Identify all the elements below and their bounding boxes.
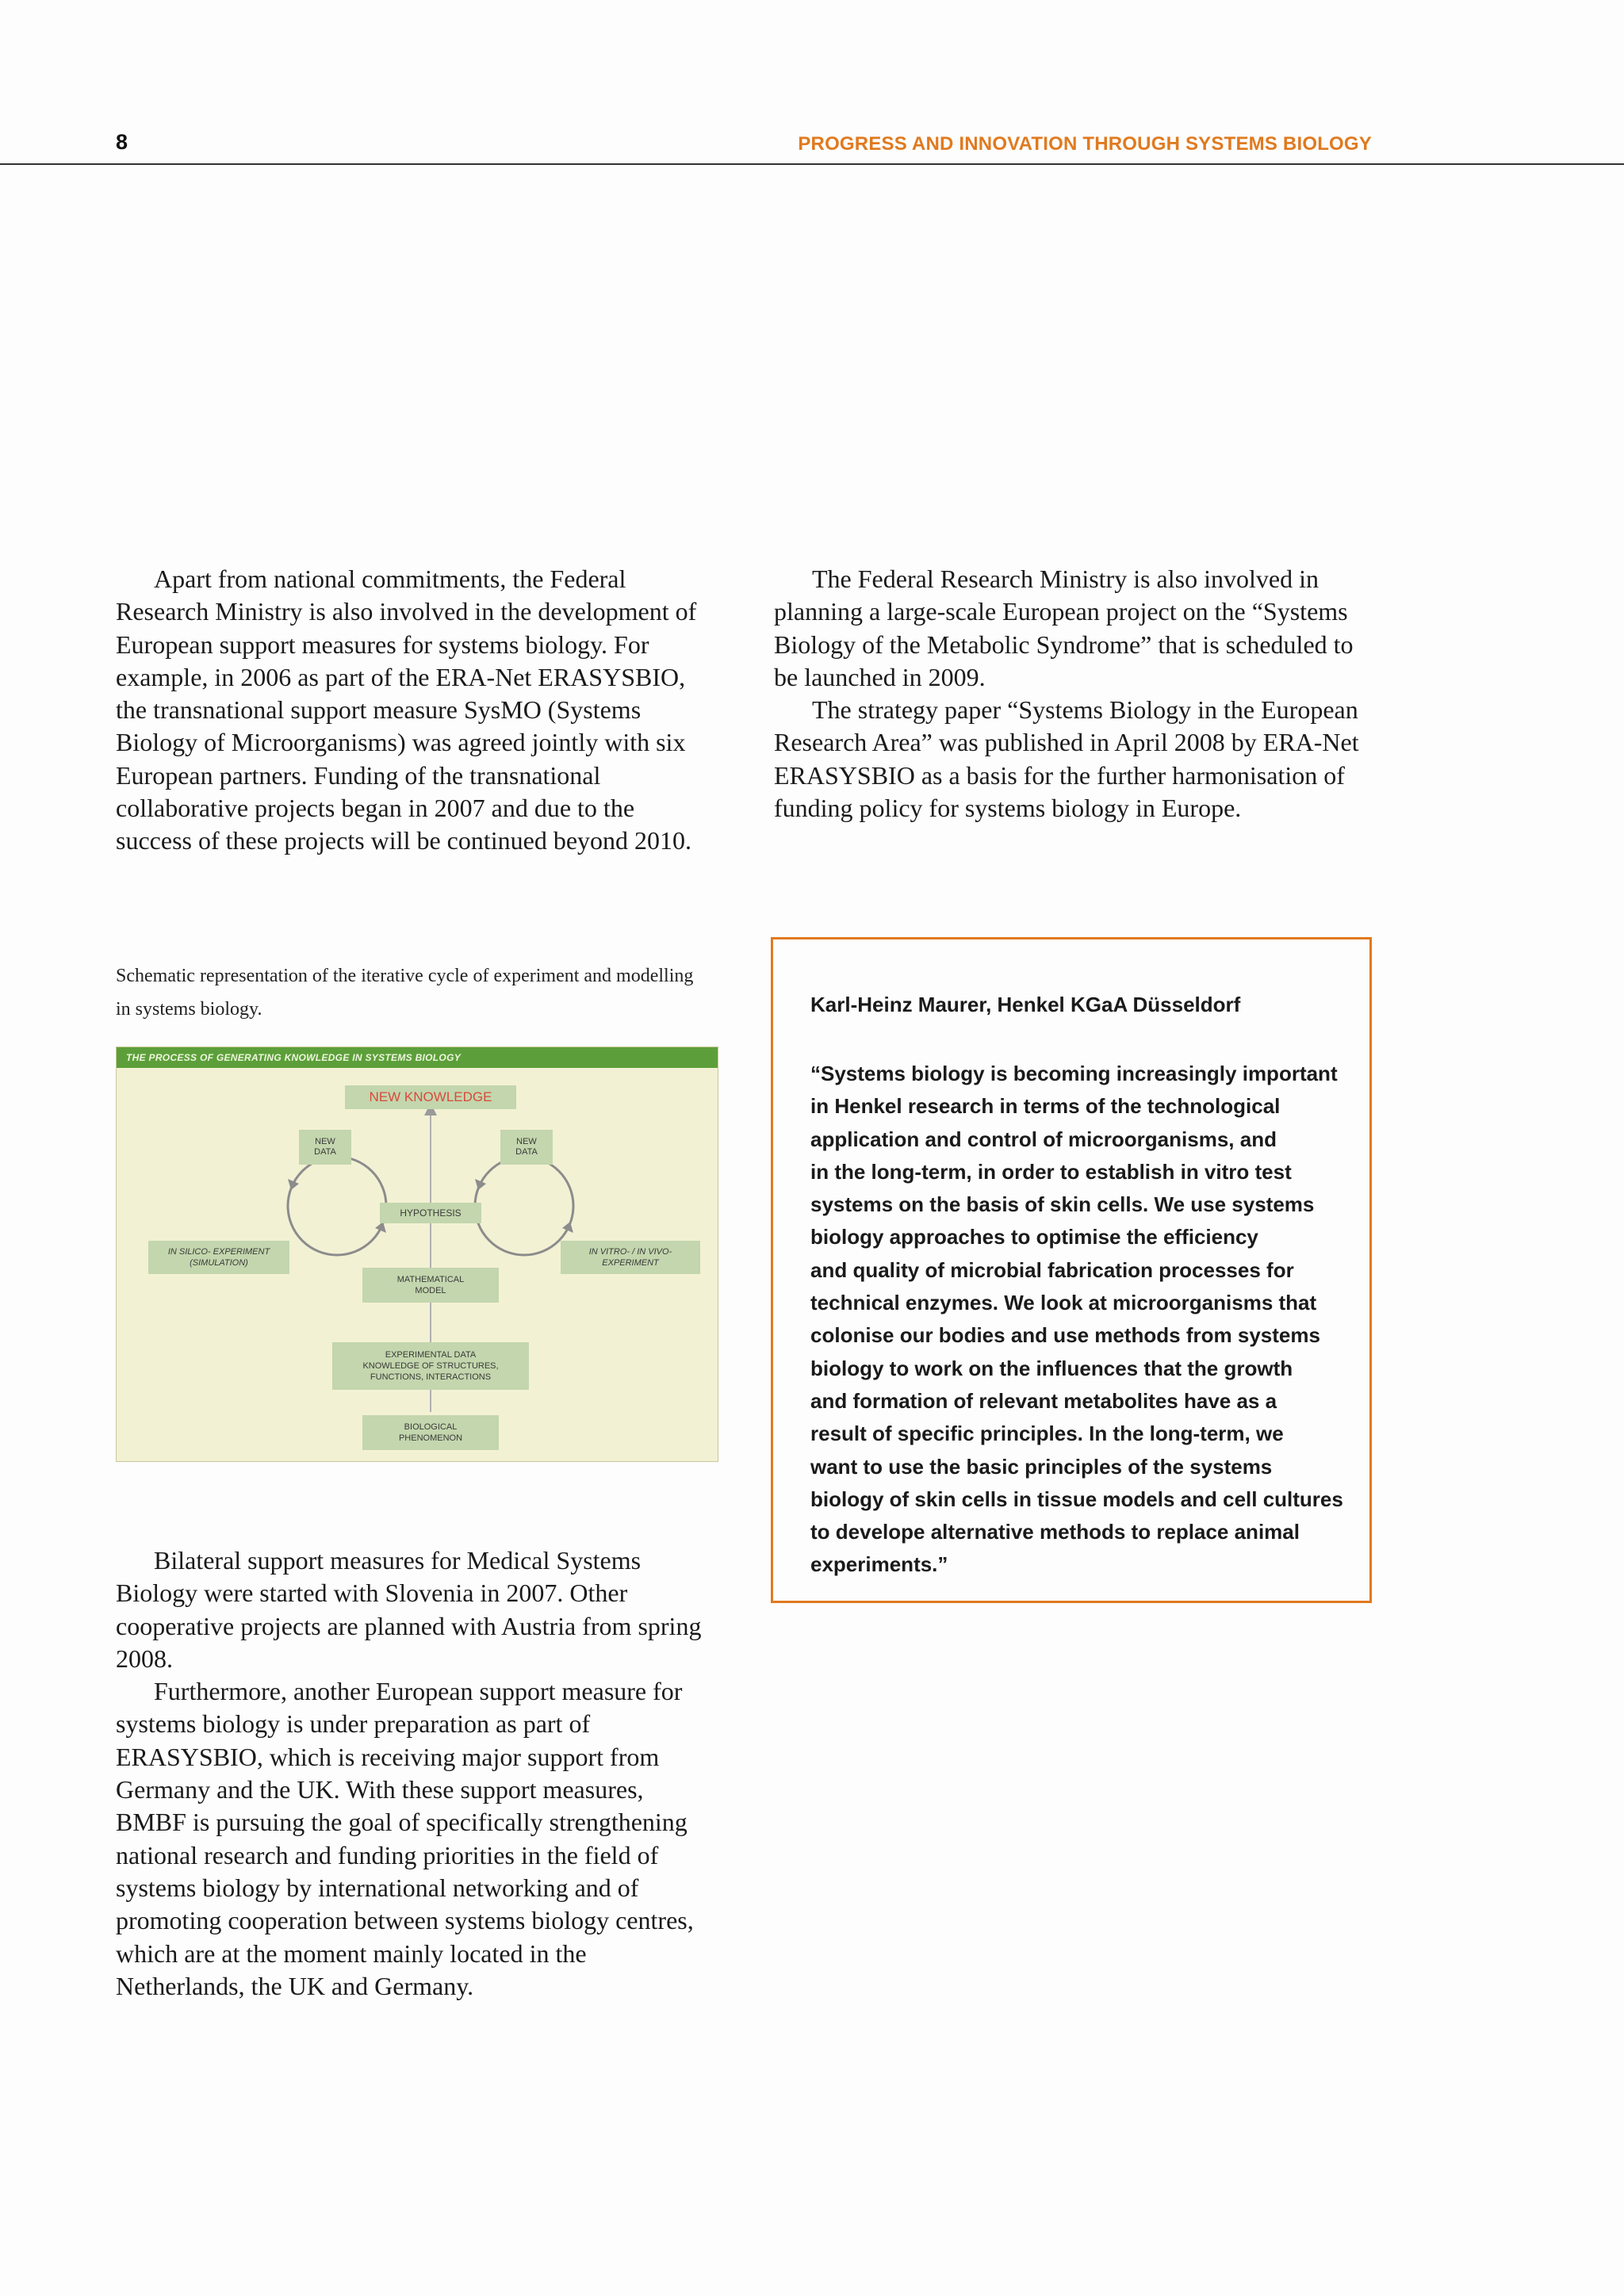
box-new-data-right: NEW DATA: [500, 1130, 553, 1165]
diagram-title: THE PROCESS OF GENERATING KNOWLEDGE IN SYSTEMS BIOLOGY: [117, 1047, 718, 1068]
quote-text: “Systems biology is becoming increasingly important in Henkel research in terms of the technological application and control of microorganisms, and in the long-term, in order to establish in vitro test systems on the basis of skin cells. We use systems biology approaches to optimise the efficiency and quality of microbial fabrication processes for technical enzymes. We look at microorganisms that colonise our bodies and use methods from systems biology to work on the influences that the growth and formation of relevant metabolites have as a result of specific principles. In the long-term, we want to use the basic principles of the systems biology of skin cells in tissue models and cell cultures to develope alternative methods to replace animal experiments.”: [810, 1062, 1343, 1577]
quote-author: Karl-Heinz Maurer, Henkel KGaA Düsseldorf: [810, 993, 1241, 1016]
box-in-silico: IN SILICO- EXPERIMENT (SIMULATION): [148, 1241, 289, 1274]
box-new-data-left: NEW DATA: [299, 1130, 351, 1165]
running-head: PROGRESS AND INNOVATION THROUGH SYSTEMS BIOLOGY: [798, 133, 1372, 155]
paragraph: The strategy paper “Systems Biology in the European Research Area” was published in April 2008 by ERA-Net ERASYSBIO as a basis for the further harmonisation of funding policy for systems biology in Europe.: [774, 695, 1359, 823]
left-column-bottom: [116, 1544, 710, 2003]
left-column-top: [116, 563, 710, 858]
knowledge-process-diagram: [116, 1047, 718, 1462]
right-cycle: [475, 1157, 573, 1255]
box-in-vitro: IN VITRO- / IN VIVO- EXPERIMENT: [561, 1241, 700, 1274]
paragraph: Bilateral support measures for Medical Systems Biology were started with Slovenia in 2007. Other cooperative projects are planned with Austria from spring 2008.: [116, 1546, 702, 1673]
paragraph: Apart from national commitments, the Federal Research Ministry is also involved in the development of European support measures for systems biology. For example, in 2006 as part of the ERA-Net ERASYSBIO, the transnational support measure SysMO (Systems Biology of Microorganisms) was agreed jointly with six European partners. Funding of the transnational collaborative projects began in 2007 and due to the success of these projects will be continued beyond 2010.: [116, 564, 697, 855]
box-new-knowledge: NEW KNOWLEDGE: [345, 1085, 516, 1109]
box-experimental-data: EXPERIMENTAL DATA KNOWLEDGE OF STRUCTURES, FUNCTIONS, INTERACTIONS: [332, 1342, 529, 1390]
right-column-top: [774, 563, 1377, 825]
box-biological-phenomenon: BIOLOGICAL PHENOMENON: [362, 1415, 499, 1450]
left-cycle: [288, 1157, 386, 1255]
header-rule: [0, 163, 1624, 165]
page-number: 8: [116, 130, 128, 154]
figure-caption: Schematic representation of the iterative cycle of experiment and modelling in systems biology.: [116, 966, 694, 1020]
paragraph: The Federal Research Ministry is also involved in planning a large-scale European project on the “Systems Biology of the Metabolic Syndrome” that is scheduled to be launched in 2009.: [774, 564, 1354, 691]
paragraph: Furthermore, another European support measure for systems biology is under preparation as part of ERASYSBIO, which is receiving major support from Germany and the UK. With these support measures, BMBF is pursuing the goal of specifically strengthening national research and funding priorities in the field of systems biology by international networking and of promoting cooperation between systems biology centres, which are at the moment mainly located in the Netherlands, the UK and Germany.: [116, 1677, 694, 2000]
box-hypothesis: HYPOTHESIS: [380, 1203, 481, 1223]
box-mathematical-model: MATHEMATICAL MODEL: [362, 1268, 499, 1303]
